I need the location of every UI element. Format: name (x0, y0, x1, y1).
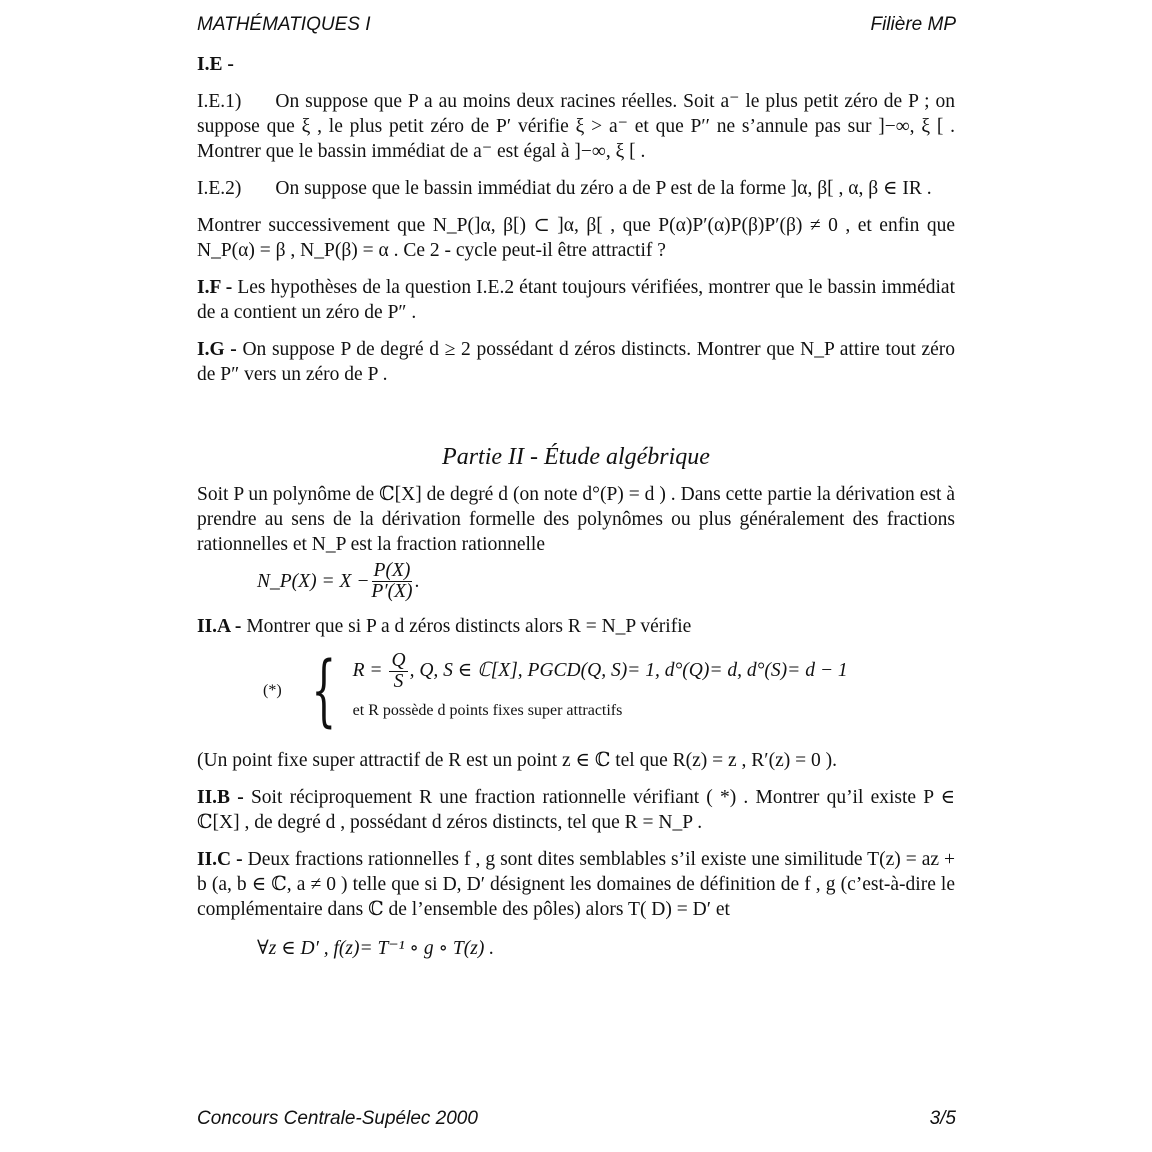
page-header (197, 12, 956, 37)
system-denominator: S (393, 671, 404, 692)
question-ig-label: I.G - (197, 339, 237, 360)
question-iib-label: II.B - (197, 787, 244, 808)
question-ig-text: On suppose P de degré d ≥ 2 possédant d zéros distincts. Montrer que N_P attire tout zéro de P″ vers un zéro de P . (197, 339, 956, 385)
np-formula-lhs: N_P(X) = X − (257, 571, 370, 592)
question-ie2-text: On suppose que le bassin immédiat du zéro a de P est de la forme ]α, β[ , α, β ∈ IR . (275, 178, 932, 199)
question-iia-label: II.A - (197, 616, 242, 637)
page-body (197, 52, 955, 961)
page-footer (197, 1106, 956, 1131)
system-numerator: Q (391, 650, 406, 671)
footer-contest: Concours Centrale-Supélec 2000 (197, 1108, 478, 1129)
question-if (197, 275, 955, 325)
system-star-label: (*) (263, 682, 282, 699)
question-ie1 (197, 89, 955, 164)
question-iib (197, 785, 955, 835)
question-iia (197, 614, 955, 639)
question-iic (197, 847, 955, 922)
header-track: Filière MP (870, 14, 956, 35)
footer-page-number: 3/5 (929, 1108, 956, 1129)
system-r-eq: R = (352, 659, 383, 681)
system-line-1 (353, 651, 848, 692)
np-formula-fraction (371, 561, 412, 602)
question-ie2-label: I.E.2) (197, 178, 242, 199)
header-subject: MATHÉMATIQUES I (197, 14, 371, 35)
question-ig (197, 337, 955, 387)
question-iia-text: Montrer que si P a d zéros distincts alors R = N_P vérifie (246, 616, 692, 637)
question-iic-label: II.C - (197, 849, 243, 870)
system-line1-rest: , Q, S ∈ ℂ[X], PGCD(Q, S)= 1, d°(Q)= d, d°(S)= d − 1 (409, 659, 848, 681)
question-if-label: I.F - (197, 277, 233, 298)
similarity-formula: ∀z ∈ D′ , f(z)= T⁻¹ ∘ g ∘ T(z) . (257, 938, 495, 959)
system-lines (353, 651, 848, 730)
np-formula-numerator: P(X) (373, 560, 411, 581)
super-attractive-definition: (Un point fixe super attractif de R est un point z ∈ ℂ tel que R(z) = z , R′(z) = 0 ). (197, 750, 837, 771)
part-ii-title: Partie II - Étude algébrique (442, 444, 710, 470)
question-ie2-continued: Montrer successivement que N_P(]α, β[) ⊂ ]α, β[ , que P(α)P′(α)P(β)P′(β) ≠ 0 , et enfin que N_P(α) = β , N_P(β) = α . Ce 2 - cycle peut-il être attractif ? (197, 215, 955, 261)
np-formula-denominator: P′(X) (371, 581, 413, 602)
question-ie1-label: I.E.1) (197, 91, 242, 112)
question-iib-text: Soit réciproquement R une fraction rationnelle vérifiant ( *) . Montrer qu’il existe P ∈ ℂ[X] , de degré d , possédant d zéros distincts, tel que R = N_P . (197, 787, 956, 833)
np-formula (257, 561, 955, 602)
question-ie2 (197, 176, 955, 201)
system-brace: { (311, 645, 337, 736)
np-formula-tail: . (414, 571, 420, 592)
condition-system (263, 645, 955, 736)
section-ie-title: I.E - (197, 54, 234, 75)
system-fraction (389, 651, 407, 692)
system-line-2: et R possède d points fixes super attractifs (352, 702, 623, 719)
question-iic-text: Deux fractions rationnelles f , g sont dites semblables s’il existe une similitude T(z) = az + b (a, b ∈ ℂ, a ≠ 0 ) telle que si D, D′ désignent les domaines de définition de f , g (c’est-à-dire le complémentaire dans ℂ de l’ensemble des pôles) alors T( D) = D′ et (197, 849, 956, 920)
part-ii-intro: Soit P un polynôme de ℂ[X] de degré d (on note d°(P) = d ) . Dans cette partie la dérivation est à prendre au sens de la dérivation formelle des polynômes ou plus généralement des fractions rationnelles et N_P est la fraction rationnelle (197, 484, 955, 555)
question-if-text: Les hypothèses de la question I.E.2 étant toujours vérifiées, montrer que le bassin immédiat de a contient un zéro de P″ . (197, 277, 955, 323)
question-ie1-text: On suppose que P a au moins deux racines réelles. Soit a⁻ le plus petit zéro de P ; on suppose que ξ , le plus petit zéro de P′ vérifie ξ > a⁻ et que P′′ ne s’annule pas sur ]−∞, ξ [ . Montrer que le bassin immédiat de a⁻ est égal à ]−∞, ξ [ . (197, 91, 955, 162)
